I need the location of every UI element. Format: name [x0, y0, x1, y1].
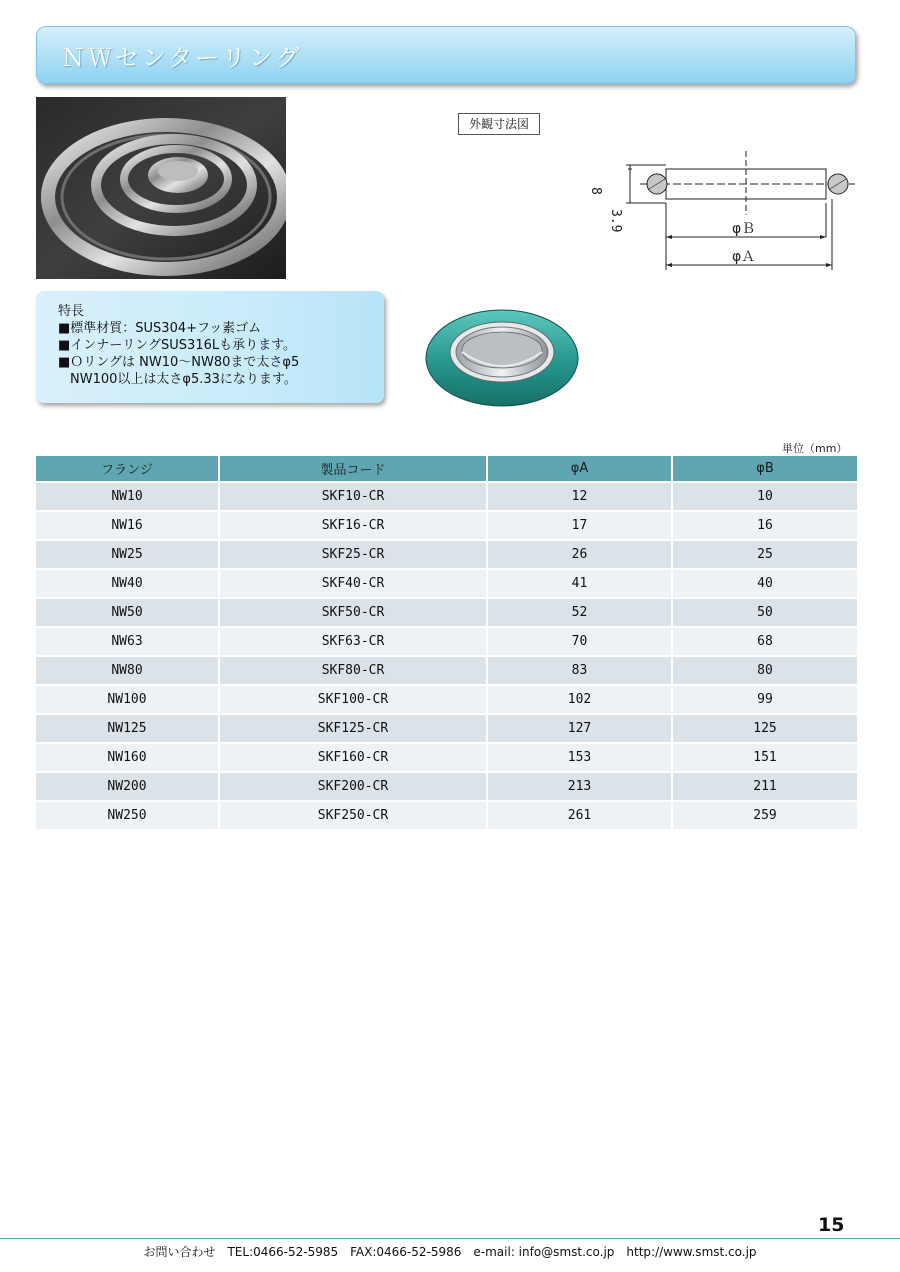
cell-phi-b: 25 — [673, 541, 857, 568]
table-row — [36, 715, 857, 742]
cell-phi-a: 213 — [488, 773, 671, 800]
col-header-phi-a: φA — [488, 456, 671, 481]
cell-product-code: SKF80-CR — [220, 657, 486, 684]
cell-phi-b: 68 — [673, 628, 857, 655]
dim-phi-b: φＢ — [732, 221, 756, 237]
cell-flange: NW25 — [36, 541, 218, 568]
feature-line: ■標準材質：SUS304+フッ素ゴム — [58, 321, 262, 336]
cell-product-code: SKF160-CR — [220, 744, 486, 771]
table-row — [36, 686, 857, 713]
cell-phi-a: 41 — [488, 570, 671, 597]
dimension-diagram-label: 外観寸法図 — [458, 113, 540, 135]
cell-product-code: SKF250-CR — [220, 802, 486, 829]
feature-line: ■Ｏリングは NW10～NW80まで太さφ5 — [58, 355, 300, 370]
feature-line: ■インナーリングSUS316Lも承ります。 — [58, 338, 297, 353]
cell-flange: NW250 — [36, 802, 218, 829]
dim-3-9: 3.9 — [608, 209, 623, 233]
cell-product-code: SKF125-CR — [220, 715, 486, 742]
table-row — [36, 773, 857, 800]
col-header-product-code: 製品コード — [220, 456, 486, 481]
cell-phi-a: 102 — [488, 686, 671, 713]
cell-phi-a: 261 — [488, 802, 671, 829]
cell-phi-b: 10 — [673, 483, 857, 510]
dim-phi-a: φＡ — [732, 249, 756, 265]
cell-product-code: SKF50-CR — [220, 599, 486, 626]
cell-phi-a: 52 — [488, 599, 671, 626]
feature-line: NW100以上は太さφ5.33になります。 — [70, 372, 297, 387]
col-header-flange: フランジ — [36, 456, 218, 481]
cell-phi-a: 17 — [488, 512, 671, 539]
col-header-phi-b: φB — [673, 456, 857, 481]
cell-flange: NW16 — [36, 512, 218, 539]
cell-phi-a: 127 — [488, 715, 671, 742]
cell-phi-a: 153 — [488, 744, 671, 771]
cell-phi-b: 40 — [673, 570, 857, 597]
cell-flange: NW63 — [36, 628, 218, 655]
cell-phi-a: 26 — [488, 541, 671, 568]
cell-phi-b: 151 — [673, 744, 857, 771]
table-row — [36, 570, 857, 597]
dimension-drawing — [570, 145, 870, 275]
features-box — [36, 291, 384, 403]
cell-phi-b: 211 — [673, 773, 857, 800]
table-row — [36, 657, 857, 684]
cell-product-code: SKF200-CR — [220, 773, 486, 800]
cell-flange: NW200 — [36, 773, 218, 800]
page-title: ＮＷセンターリング — [61, 44, 303, 72]
cell-product-code: SKF63-CR — [220, 628, 486, 655]
cell-phi-a: 83 — [488, 657, 671, 684]
table-row — [36, 541, 857, 568]
table-row — [36, 802, 857, 829]
table-header-row — [36, 456, 857, 481]
cell-phi-b: 50 — [673, 599, 857, 626]
cell-flange: NW100 — [36, 686, 218, 713]
title-banner — [36, 26, 856, 84]
cell-flange: NW80 — [36, 657, 218, 684]
cell-flange: NW50 — [36, 599, 218, 626]
cell-product-code: SKF40-CR — [220, 570, 486, 597]
ring-3d-render — [422, 300, 582, 410]
spec-table — [34, 454, 859, 831]
table-row — [36, 744, 857, 771]
cell-flange: NW10 — [36, 483, 218, 510]
cell-phi-b: 16 — [673, 512, 857, 539]
cell-product-code: SKF10-CR — [220, 483, 486, 510]
cell-phi-b: 259 — [673, 802, 857, 829]
cell-phi-a: 70 — [488, 628, 671, 655]
page-number: 15 — [818, 1214, 845, 1236]
cell-phi-a: 12 — [488, 483, 671, 510]
cell-flange: NW160 — [36, 744, 218, 771]
cell-product-code: SKF100-CR — [220, 686, 486, 713]
product-photo — [36, 97, 286, 279]
cell-phi-b: 99 — [673, 686, 857, 713]
cell-flange: NW40 — [36, 570, 218, 597]
table-row — [36, 628, 857, 655]
cell-flange: NW125 — [36, 715, 218, 742]
cell-product-code: SKF25-CR — [220, 541, 486, 568]
features-heading: 特長 — [58, 304, 85, 319]
footer-contact: お問い合わせ TEL:0466-52-5985 FAX:0466-52-5986 e-mail: info@smst.co.jp http://www.smst.co.jp — [143, 1245, 757, 1259]
table-row — [36, 483, 857, 510]
cell-phi-b: 125 — [673, 715, 857, 742]
footer-divider — [0, 1238, 900, 1239]
cell-product-code: SKF16-CR — [220, 512, 486, 539]
table-row — [36, 512, 857, 539]
table-row — [36, 599, 857, 626]
dim-8: 8 — [588, 187, 603, 195]
cell-phi-b: 80 — [673, 657, 857, 684]
unit-label: 単位（mm） — [782, 442, 848, 455]
